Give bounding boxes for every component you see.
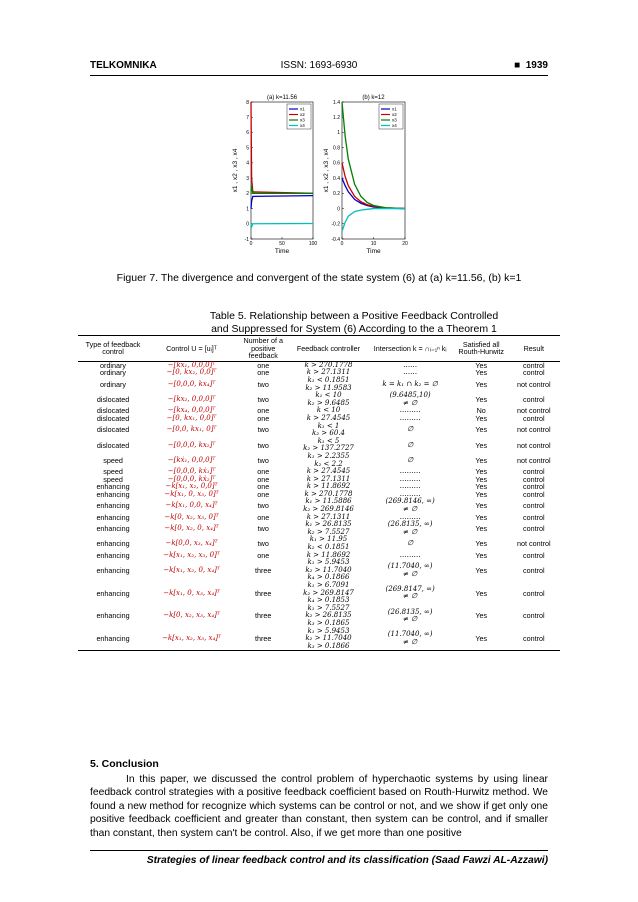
cell-control: −[0,0,0, kẋ₂]ᵀ xyxy=(167,474,216,483)
cell-intersection-line: (269.8146, ∞) xyxy=(385,497,435,506)
cell-intersection xyxy=(365,438,454,453)
cell-satisfied: Yes xyxy=(475,611,488,621)
cell-satisfied: No xyxy=(476,406,486,416)
cell-result: control xyxy=(522,482,545,492)
table-row xyxy=(78,377,560,392)
journal-name: TELKOMNIKA xyxy=(90,60,157,71)
cell-result: control xyxy=(522,611,545,621)
cell-intersection-line: ……… xyxy=(399,474,421,483)
cell-type: dislocated xyxy=(96,413,130,423)
cell-feedback-line: k > 27.1311 xyxy=(306,512,351,521)
issn: ISSN: 1693-6930 xyxy=(280,60,358,71)
cell-result: control xyxy=(522,550,545,560)
cell-result: not control xyxy=(517,406,551,416)
cell-type: enhancing xyxy=(96,482,130,492)
cell-intersection-line: ≠ ∅ xyxy=(403,615,418,624)
cell-intersection-line: ∅ xyxy=(407,425,414,434)
section-heading: 5. Conclusion xyxy=(90,758,159,770)
cell-type: enhancing xyxy=(96,501,130,511)
cell-feedback-line: k₂ > 60.4 xyxy=(312,429,345,438)
col-control: Control U = [uᵢ]ᵀ xyxy=(148,336,235,362)
cell-feedback xyxy=(292,582,366,605)
cell-satisfied: Yes xyxy=(475,588,488,598)
legend-label: x3 xyxy=(392,117,397,123)
cell-type: dislocated xyxy=(96,425,130,435)
cell-control: −[0, kx₁, 0,0]ᵀ xyxy=(166,413,217,422)
cell-number: one xyxy=(257,474,270,484)
cell-control: −k[0,0, x₃, x₄]ᵀ xyxy=(165,539,218,548)
cell-result: control xyxy=(522,360,545,370)
cell-feedback-line: k₂ < 2.2 xyxy=(314,459,343,468)
cell-result: not control xyxy=(517,539,551,549)
legend-label: x4 xyxy=(300,123,305,129)
table-row xyxy=(78,521,560,536)
cell-satisfied: Yes xyxy=(475,482,488,492)
cell-intersection xyxy=(365,582,454,605)
cell-feedback-line: k₂ < 0.1851 xyxy=(307,543,350,552)
cell-feedback-line: k₁ > 26.8135 xyxy=(305,520,352,529)
table-row xyxy=(78,559,560,582)
cell-intersection-line: ……… xyxy=(399,550,421,559)
cell-feedback-line: k₁ > 6.7091 xyxy=(307,581,350,589)
cell-type: dislocated xyxy=(96,440,130,450)
figure-7 xyxy=(225,88,415,260)
cell-control: −[0, kx₂, 0,0]ᵀ xyxy=(166,368,217,377)
cell-control: −[kẋ₁, 0,0,0]ᵀ xyxy=(167,455,216,464)
cell-intersection-line: (26.8135, ∞) xyxy=(387,520,433,529)
cell-feedback-line: k₁ < 5 xyxy=(317,436,340,445)
x-axis-label: Time xyxy=(274,248,290,255)
cell-satisfied: Yes xyxy=(475,512,488,522)
cell-result: control xyxy=(508,628,560,651)
cell-feedback-line: k₂ > 269.8147 xyxy=(303,588,354,597)
y-tick-label: 1.2 xyxy=(333,115,340,122)
cell-feedback-line: k₂ > 7.5527 xyxy=(307,527,350,536)
cell-feedback-line: k > 270.1778 xyxy=(304,489,353,498)
cell-intersection xyxy=(365,536,454,551)
cell-number: three xyxy=(235,628,292,651)
cell-control: −k[x₁, x₂, x₃, 0]ᵀ xyxy=(163,550,220,559)
cell-type: enhancing xyxy=(96,588,130,598)
cell-feedback xyxy=(292,377,366,392)
y-tick-label: 0.8 xyxy=(333,145,340,152)
cell-feedback-line: k > 11.8692 xyxy=(306,550,351,559)
conclusion-paragraph xyxy=(90,773,548,840)
cell-satisfied: Yes xyxy=(475,368,488,378)
conclusion-text: In this paper, we discussed the control problem of hyperchaotic systems by using linear feedback control strategies with a positive feedback coefficient based on Routh-Hurwitz method. We found a new method for recognize which systems can be control or not, and we show if get only one positive feedback coefficient and greater than constant, then system can be control, and if smaller than constant, then system can't be control. Also, if we get more than one positive xyxy=(90,774,548,839)
panel-title: (b) k=12 xyxy=(362,95,385,101)
x-tick-label: 20 xyxy=(402,241,408,247)
cell-feedback-line: k₂ > 269.8146 xyxy=(303,505,354,514)
y-tick-label: 5 xyxy=(246,145,249,152)
cell-intersection-line: …… xyxy=(403,360,418,369)
cell-satisfied: Yes xyxy=(475,474,488,484)
cell-satisfied: Yes xyxy=(475,379,488,389)
cell-type: speed xyxy=(103,467,123,477)
cell-feedback-line: k₂ > 26.8135 xyxy=(305,611,352,620)
cell-control: −[0,0,0, kx₄]ᵀ xyxy=(167,379,216,388)
cell-number: one xyxy=(257,368,270,378)
cell-intersection xyxy=(365,552,454,560)
cell-feedback-line: k₂ > 11.9583 xyxy=(305,383,352,392)
cell-intersection xyxy=(365,453,454,468)
cell-intersection xyxy=(365,521,454,536)
cell-number: two xyxy=(257,394,269,404)
y-tick-label: 2 xyxy=(246,191,249,198)
y-tick-label: 0.4 xyxy=(333,175,340,182)
cell-intersection-line: k = k₁ ∩ k₂ = ∅ xyxy=(382,379,438,388)
cell-result: control xyxy=(522,524,545,534)
cell-type: enhancing xyxy=(96,524,130,534)
y-tick-label: 3 xyxy=(246,175,249,182)
y-tick-label: 0 xyxy=(246,221,249,228)
cell-feedback xyxy=(292,498,366,513)
table-row xyxy=(78,423,560,438)
cell-type: dislocated xyxy=(96,406,130,416)
cell-type: speed xyxy=(103,474,123,484)
y-tick-label: -0.4 xyxy=(331,236,340,243)
legend-label: x3 xyxy=(300,117,305,123)
cell-feedback-line: k > 27.1311 xyxy=(306,474,351,483)
table-caption: Table 5. Relationship between a Positive Feedback Controlled and Suppressed for System (6) According to the a Theorem 1 xyxy=(209,310,499,335)
cell-number: one xyxy=(257,489,270,499)
cell-result: control xyxy=(522,368,545,378)
cell-result: control xyxy=(522,413,545,423)
cell-control: −[kx₂, 0,0,0]ᵀ xyxy=(167,394,216,403)
table-row xyxy=(78,582,560,605)
legend-label: x2 xyxy=(392,112,397,118)
cell-satisfied: Yes xyxy=(475,394,488,404)
page-header xyxy=(90,60,548,74)
cell-result: control xyxy=(522,588,545,598)
cell-control: −[kx₁, 0,0,0]ᵀ xyxy=(167,360,216,369)
cell-intersection xyxy=(365,423,454,438)
cell-intersection-line: (11.7040, ∞) xyxy=(387,562,433,571)
table-row xyxy=(78,536,560,551)
cell-number: two xyxy=(257,425,269,435)
col-type: Type of feedback control xyxy=(78,336,148,362)
cell-type: enhancing xyxy=(96,539,130,549)
y-tick-label: 0 xyxy=(337,206,340,213)
cell-feedback-line: k₃ > 0.1865 xyxy=(307,618,350,627)
cell-intersection-line: ≠ ∅ xyxy=(403,569,418,578)
cell-number: one xyxy=(257,550,270,560)
cell-satisfied: Yes xyxy=(475,539,488,549)
cell-intersection-line: (11.7040, ∞) xyxy=(387,630,433,639)
legend-label: x1 xyxy=(392,106,397,112)
x-axis-label: Time xyxy=(366,248,381,255)
cell-result: control xyxy=(522,565,545,575)
col-satisfied: Satisfied all Routh-Hurwitz xyxy=(455,336,508,362)
cell-satisfied: Yes xyxy=(455,628,508,651)
cell-feedback-line: k > 27.1311 xyxy=(306,368,351,377)
cell-intersection-line: ∅ xyxy=(407,539,414,548)
cell-feedback xyxy=(292,605,366,628)
cell-feedback-line: k₃ > 0.1866 xyxy=(307,641,350,650)
cell-result: control xyxy=(522,512,545,522)
cell-type: ordinary xyxy=(100,360,127,370)
cell-feedback xyxy=(292,521,366,536)
cell-feedback-line: k₂ > 9.6485 xyxy=(307,398,350,407)
y-tick-label: 8 xyxy=(246,99,249,106)
cell-number: two xyxy=(257,539,269,549)
cell-feedback-line: k₂ > 137.2727 xyxy=(303,444,354,453)
cell-intersection-line: ≠ ∅ xyxy=(403,592,418,601)
cell-satisfied: Yes xyxy=(475,501,488,511)
cell-feedback-line: k < 10 xyxy=(316,406,341,415)
y-tick-label: 1.4 xyxy=(333,99,340,106)
table-row xyxy=(78,392,560,407)
cell-number: two xyxy=(257,440,269,450)
cell-type: ordinary xyxy=(100,368,127,378)
cell-feedback-line: k > 27.4545 xyxy=(306,467,351,476)
cell-feedback-line: k₁ < 10 xyxy=(315,391,342,400)
cell-intersection-line: ≠ ∅ xyxy=(403,398,418,407)
cell-intersection-line: ≠ ∅ xyxy=(403,527,418,536)
cell-result: not control xyxy=(517,455,551,465)
col-number: Number of a positive feedback xyxy=(235,336,292,362)
cell-control: −k[x₁, 0, x₃, 0]ᵀ xyxy=(164,489,219,498)
table-row xyxy=(78,453,560,468)
cell-satisfied: Yes xyxy=(475,440,488,450)
cell-satisfied: Yes xyxy=(475,360,488,370)
cell-result: control xyxy=(522,501,545,511)
cell-number: three xyxy=(255,565,272,575)
cell-feedback-line: k₁ > 7.5527 xyxy=(307,603,350,612)
cell-feedback-line: k₄ > 0.1853 xyxy=(307,596,350,605)
cell-number: two xyxy=(257,501,269,511)
cell-feedback-line: k₄ > 0.1866 xyxy=(307,573,350,582)
cell-intersection xyxy=(365,559,454,582)
cell-intersection xyxy=(365,415,454,423)
y-tick-label: 7 xyxy=(246,115,249,122)
x-tick-label: 50 xyxy=(279,241,285,247)
cell-satisfied: Yes xyxy=(475,524,488,534)
cell-intersection-line: ……… xyxy=(399,489,421,498)
cell-intersection-line: ≠ ∅ xyxy=(403,505,418,514)
col-feedback: Feedback controller xyxy=(292,336,366,362)
cell-type: dislocated xyxy=(96,394,130,404)
cell-intersection-line: ……… xyxy=(399,482,421,491)
panel-title: (a) k=11.56 xyxy=(266,95,298,101)
cell-satisfied: Yes xyxy=(475,467,488,477)
cell-number: three xyxy=(255,611,272,621)
cell-result: not control xyxy=(517,425,551,435)
cell-feedback xyxy=(292,453,366,468)
cell-number: one xyxy=(257,413,270,423)
panel-b xyxy=(323,95,408,255)
cell-control: −[0,0, kx₁, 0]ᵀ xyxy=(166,425,217,434)
col-intersection: Intersection k = ∩ᵢ₌₁ⁿ kᵢ xyxy=(365,336,454,362)
x-tick-label: 100 xyxy=(308,241,318,247)
cell-control: −k[x₁, x₂, 0, x₄]ᵀ xyxy=(163,565,220,574)
cell-type: enhancing xyxy=(96,489,130,499)
cell-intersection-line: ……… xyxy=(399,406,421,415)
cell-intersection-line: (26.8135, ∞) xyxy=(387,607,433,616)
cell-type: enhancing xyxy=(96,512,130,522)
page-number: 1939 xyxy=(525,60,548,71)
cell-feedback-line: k₁ > 11.95 xyxy=(309,535,348,544)
cell-number: two xyxy=(257,524,269,534)
cell-result: control xyxy=(522,467,545,477)
cell-feedback xyxy=(292,628,366,651)
figure-caption: Figuer 7. The divergence and convergent of the state system (6) at (a) k=11.56, (b) k=1 xyxy=(116,272,522,284)
cell-satisfied: Yes xyxy=(475,455,488,465)
cell-result: not control xyxy=(517,440,551,450)
cell-control: −k[0, x₂, x₃, x₄]ᵀ xyxy=(163,611,220,620)
col-result: Result xyxy=(508,336,560,362)
table-5 xyxy=(78,335,560,651)
table-row xyxy=(78,498,560,513)
cell-number: three xyxy=(255,588,272,598)
cell-intersection-line: ……… xyxy=(399,512,421,521)
cell-result: control xyxy=(522,489,545,499)
cell-feedback xyxy=(292,559,366,582)
legend-label: x4 xyxy=(392,123,397,129)
cell-number: one xyxy=(257,467,270,477)
cell-control: −k[x₁, 0,0, x₄]ᵀ xyxy=(165,501,218,510)
cell-feedback xyxy=(292,438,366,453)
cell-number: two xyxy=(257,455,269,465)
cell-feedback xyxy=(292,536,366,551)
cell-control: −k[x₁, x₂, 0,0]ᵀ xyxy=(165,482,218,491)
y-tick-label: 6 xyxy=(246,130,249,137)
page-footer: Strategies of linear feedback control and its classification (Saad Fawzi AL-Azzawi) xyxy=(146,855,548,866)
table-row xyxy=(78,438,560,453)
cell-control: −[kx₄, 0,0,0]ᵀ xyxy=(167,406,216,415)
cell-control: −k[x₁, x₂, x₃, x₄]ᵀ xyxy=(148,628,235,651)
cell-feedback xyxy=(292,423,366,438)
cell-number: one xyxy=(257,406,270,416)
cell-intersection-line: ∅ xyxy=(407,440,414,449)
cell-feedback-line: k₁ > 2.2355 xyxy=(307,451,350,460)
y-tick-label: 0.2 xyxy=(333,191,340,198)
cell-number: one xyxy=(257,360,270,370)
cell-intersection-line: …… xyxy=(403,368,418,377)
cell-feedback-line: k₁ < 0.1851 xyxy=(307,375,350,384)
cell-intersection xyxy=(365,377,454,392)
y-tick-label: -1 xyxy=(244,236,249,243)
y-tick-label: -0.2 xyxy=(331,221,340,228)
cell-intersection xyxy=(365,392,454,407)
cell-feedback-line: k₁ > 5.9453 xyxy=(307,558,350,567)
cell-feedback-line: k₁ > 5.9453 xyxy=(307,626,350,635)
cell-control: −k[0, x₂, x₃, 0]ᵀ xyxy=(164,512,219,521)
cell-intersection-line: ……… xyxy=(399,413,421,422)
cell-intersection xyxy=(365,628,454,651)
cell-feedback-line: k₂ > 11.7040 xyxy=(305,634,352,643)
cell-control: −k[x₁, 0, x₃, x₄]ᵀ xyxy=(163,588,220,597)
y-tick-label: 1 xyxy=(246,206,249,213)
cell-intersection xyxy=(365,369,454,377)
cell-intersection-line: (9.6485,10) xyxy=(389,391,431,400)
legend-label: x2 xyxy=(300,112,305,118)
footer-rule xyxy=(90,850,548,851)
y-tick-label: 1 xyxy=(337,130,340,137)
cell-intersection xyxy=(365,605,454,628)
cell-result: control xyxy=(522,394,545,404)
cell-feedback xyxy=(292,392,366,407)
x-tick-label: 0 xyxy=(249,241,253,247)
cell-type: enhancing xyxy=(96,550,130,560)
cell-feedback-line: k₂ > 11.7040 xyxy=(305,565,352,574)
table-header-row xyxy=(78,336,560,362)
cell-intersection-line: ……… xyxy=(399,467,421,476)
y-tick-label: 4 xyxy=(246,160,249,167)
panel-a xyxy=(232,95,317,255)
x-tick-label: 0 xyxy=(340,241,344,247)
cell-feedback-line: k > 11.8692 xyxy=(306,482,351,491)
cell-feedback-line: k > 27.4545 xyxy=(306,413,351,422)
cell-intersection-line: ≠ ∅ xyxy=(403,637,418,646)
table-row xyxy=(78,628,560,651)
cell-control: −[0,0,0, kx₂]ᵀ xyxy=(167,440,216,449)
cell-type: ordinary xyxy=(100,379,127,389)
cell-control: −k[0, x₂, 0, x₄]ᵀ xyxy=(164,524,219,533)
cell-intersection xyxy=(365,498,454,513)
cell-type: enhancing xyxy=(96,611,130,621)
cell-satisfied: Yes xyxy=(475,550,488,560)
cell-result: not control xyxy=(517,379,551,389)
y-tick-label: 0.6 xyxy=(333,160,340,167)
table-row xyxy=(78,605,560,628)
cell-number: one xyxy=(257,482,270,492)
cell-feedback-line: k₁ > 11.5886 xyxy=(305,497,352,506)
cell-type: speed xyxy=(103,455,123,465)
page-number-block xyxy=(514,60,548,71)
cell-type: enhancing xyxy=(96,565,130,575)
cell-number: two xyxy=(257,379,269,389)
cell-satisfied: Yes xyxy=(475,425,488,435)
cell-satisfied: Yes xyxy=(475,413,488,423)
cell-satisfied: Yes xyxy=(475,489,488,499)
y-axis-label: x1 , x2 , x3 , x4 xyxy=(232,148,239,193)
x-tick-label: 10 xyxy=(370,241,377,247)
cell-number: one xyxy=(257,512,270,522)
cell-satisfied: Yes xyxy=(475,565,488,575)
cell-type: enhancing xyxy=(78,628,148,651)
cell-feedback-line: k > 270.1778 xyxy=(304,360,353,369)
cell-feedback-line: k₁ < 1 xyxy=(317,421,340,430)
header-rule xyxy=(90,75,548,76)
cell-control: −[0,0,0, kẋ₁]ᵀ xyxy=(167,467,216,476)
cell-intersection-line: ∅ xyxy=(407,455,414,464)
square-bullet-icon: ■ xyxy=(514,60,521,71)
legend-label: x1 xyxy=(300,106,305,112)
cell-intersection-line: (269.8147, ∞) xyxy=(385,584,435,593)
y-axis-label: x1 , x2 , x3 , x4 xyxy=(323,148,330,193)
cell-result: control xyxy=(522,474,545,484)
